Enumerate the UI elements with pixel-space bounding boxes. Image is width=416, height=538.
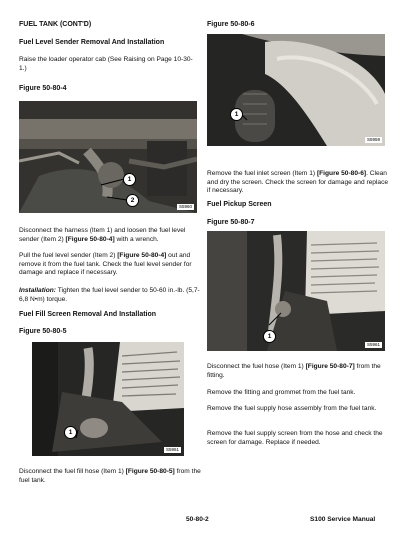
disconnect-harness-text: Disconnect the harness (Item 1) and loosen the fuel level sender (Item 2) [Figure 50-80-4] with a wrench. [19,227,186,243]
fill-hose-illustration [32,342,184,456]
pickup-hose-illustration [207,231,385,351]
inlet-screen-illustration [207,34,385,146]
figure-code: S5961 [366,342,380,347]
sender-intro-text: Raise the loader operator cab (See Raising on Page 10-30-1.) [19,56,193,72]
remove-supply-hose-text: Remove the fuel supply hose assembly from the fuel tank. [207,405,377,412]
page-number: 50-80-2 [186,516,209,523]
remove-supply-screen-text: Remove the fuel supply screen from the hose and check the screen for damage. Replace if needed. [207,430,383,446]
page-section-title: FUEL TANK (CONT'D) [19,21,92,28]
figure-50-80-5-caption: Figure 50-80-5 [19,328,67,335]
pull-sender-text: Pull the fuel level sender (Item 2) [Figure 50-80-4] out and remove it from the fuel tank. Check the fuel level sender for damage and replace if necessary. [19,252,192,277]
figure-code: S5961 [165,447,179,452]
figure-code: S5960 [178,204,192,209]
figure-50-80-4-caption: Figure 50-80-4 [19,85,67,92]
inlet-screen-text: Remove the fuel inlet screen (Item 1) [Figure 50-80-6]. Clean and dry the screen. Check the screen for damage and replace if necessary. [207,170,389,195]
manual-title: S100 Service Manual [310,516,376,523]
disconnect-fuel-hose-text: Disconnect the fuel hose (Item 1) [Figure 50-80-7] from the fitting. [207,363,381,379]
installation-text: Installation: Tighten the fuel level sender to 50-60 in.-lb. (5,7-6,8 N•m) torque. [19,287,200,303]
sender-heading: Fuel Level Sender Removal And Installation [19,39,165,46]
remove-fitting-text: Remove the fitting and grommet from the fuel tank. [207,389,356,396]
figure-50-80-7-caption: Figure 50-80-7 [207,219,255,226]
fill-screen-heading: Fuel Fill Screen Removal And Installation [19,311,157,318]
callout-item-1: 1 [123,173,136,186]
figure-50-80-7-photo [207,231,385,351]
disconnect-fill-hose-text: Disconnect the fuel fill hose (Item 1) [Figure 50-80-5] from the fuel tank. [19,468,201,484]
figure-50-80-6-caption: Figure 50-80-6 [207,21,255,28]
figure-50-80-6-photo [207,34,385,146]
callout-item-2: 2 [126,194,139,207]
figure-50-80-5-photo [32,342,184,456]
figure-50-80-4-photo [19,101,197,213]
tank-sender-illustration [19,101,197,213]
callout-item-1: 1 [230,108,243,121]
pickup-screen-heading: Fuel Pickup Screen [207,201,272,208]
callout-item-1: 1 [64,426,77,439]
callout-item-1: 1 [263,330,276,343]
figure-code: S5959 [366,137,380,142]
